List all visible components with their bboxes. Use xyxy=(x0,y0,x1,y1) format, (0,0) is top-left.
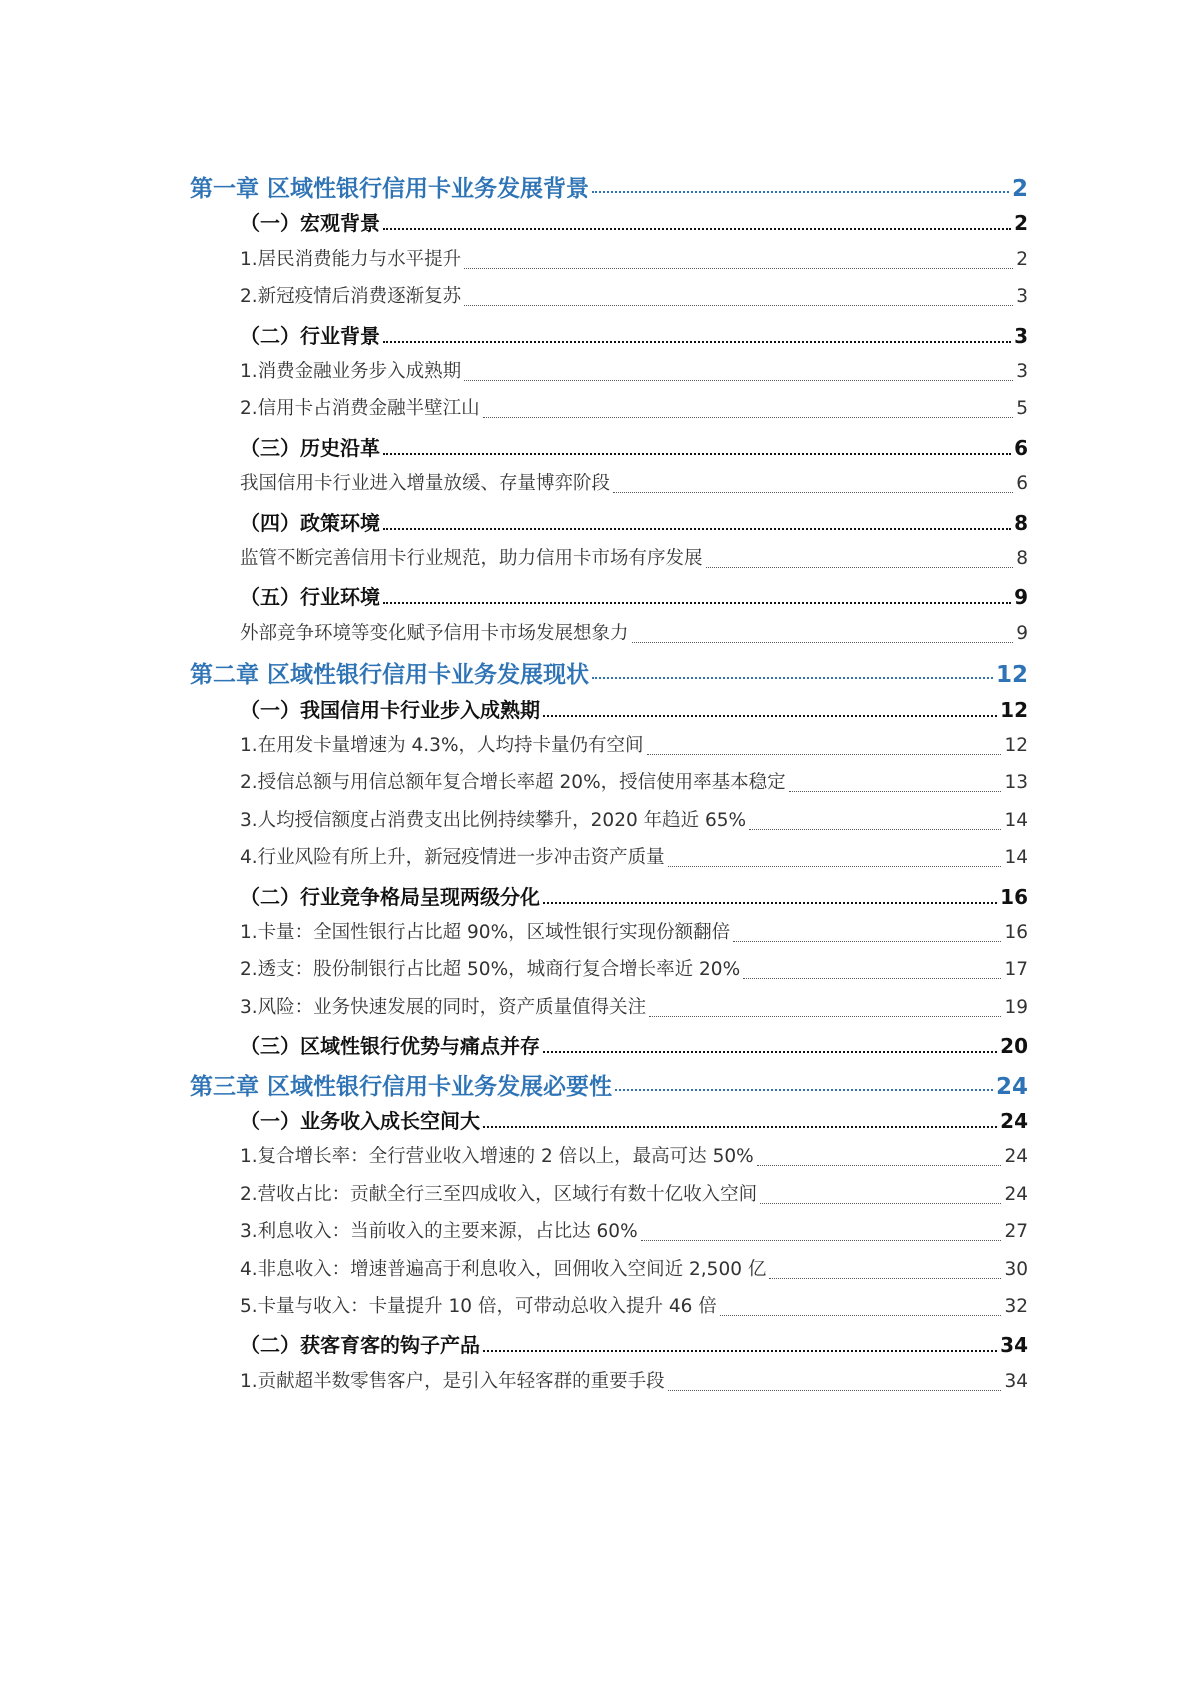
toc-section-entry[interactable] xyxy=(240,207,1028,237)
toc-item-entry[interactable] xyxy=(240,1217,1028,1247)
toc-entry-title: （二）获客育客的钩子产品 xyxy=(240,1333,480,1358)
dot-leader xyxy=(668,843,1002,873)
toc-page-number: 24 xyxy=(1004,1146,1028,1168)
toc-entry-title: 2.营收占比：贡献全行三至四成收入，区域行有数十亿收入空间 xyxy=(240,1183,758,1205)
dot-leader xyxy=(464,357,1013,387)
toc-page-number: 13 xyxy=(1004,772,1028,794)
toc-entry-title: 监管不断完善信用卡行业规范，助力信用卡市场有序发展 xyxy=(240,548,703,569)
toc-entry-title: （一）我国信用卡行业步入成熟期 xyxy=(240,697,540,722)
toc-page-number: 14 xyxy=(1004,809,1028,831)
dot-leader xyxy=(483,1329,997,1359)
toc-item-entry[interactable] xyxy=(240,619,1028,649)
dot-leader xyxy=(383,432,1011,462)
toc-page-number: 2 xyxy=(1016,248,1028,270)
toc-page-number: 16 xyxy=(1000,884,1028,909)
toc-entry-title: 我国信用卡行业进入增量放缓、存量博弈阶段 xyxy=(240,473,611,495)
toc-page-number: 8 xyxy=(1016,548,1028,569)
dot-leader xyxy=(760,1180,1001,1210)
toc-entry-title: （五）行业环境 xyxy=(240,585,380,610)
toc-entry-title: 4.行业风险有所上升，新冠疫情进一步冲击资产质量 xyxy=(240,847,665,869)
toc-page-number: 2 xyxy=(1014,211,1028,236)
toc-item-entry[interactable] xyxy=(240,731,1028,761)
toc-section-entry[interactable] xyxy=(240,432,1028,462)
toc-chapter-entry[interactable] xyxy=(190,170,1028,200)
toc-entry-title: 3.风险：业务快速发展的同时，资产质量值得关注 xyxy=(240,996,647,1018)
toc-page-number: 19 xyxy=(1004,996,1028,1018)
toc-page-number: 30 xyxy=(1004,1258,1028,1280)
toc-section-entry[interactable] xyxy=(240,507,1028,537)
toc-entry-title: 2.新冠疫情后消费逐渐复苏 xyxy=(240,286,462,308)
dot-leader xyxy=(749,806,1001,836)
dot-leader xyxy=(641,1217,1002,1247)
dot-leader xyxy=(592,656,993,686)
dot-leader xyxy=(668,1367,1002,1397)
toc-page-number: 12 xyxy=(1004,735,1028,756)
toc-item-entry[interactable] xyxy=(240,282,1028,312)
toc-section-entry[interactable] xyxy=(240,581,1028,611)
toc-item-entry[interactable] xyxy=(240,918,1028,948)
toc-page-number: 17 xyxy=(1004,959,1028,981)
toc-entry-title: （二）行业竞争格局呈现两级分化 xyxy=(240,884,540,909)
toc-section-entry[interactable] xyxy=(240,694,1028,724)
toc-entry-title: 3.利息收入：当前收入的主要来源，占比达 60% xyxy=(240,1221,638,1243)
toc-page-number: 12 xyxy=(995,662,1028,689)
toc-section-entry[interactable] xyxy=(240,1329,1028,1359)
toc-entry-title: 1.消费金融业务步入成熟期 xyxy=(240,361,462,382)
toc-page-number: 3 xyxy=(1014,323,1028,348)
toc-entry-title: （四）政策环境 xyxy=(240,510,380,535)
toc-item-entry[interactable] xyxy=(240,1255,1028,1285)
toc-item-entry[interactable] xyxy=(240,394,1028,424)
dot-leader xyxy=(733,918,1001,948)
toc-page-number: 27 xyxy=(1004,1221,1028,1243)
toc-entry-title: 1.贡献超半数零售客户，是引入年轻客群的重要手段 xyxy=(240,1370,665,1392)
toc-entry-title: 2.透支：股份制银行占比超 50%，城商行复合增长率近 20% xyxy=(240,959,741,981)
toc-item-entry[interactable] xyxy=(240,993,1028,1023)
toc-item-entry[interactable] xyxy=(240,357,1028,387)
toc-page-number: 9 xyxy=(1016,622,1028,644)
dot-leader xyxy=(464,245,1013,275)
toc-page-number: 20 xyxy=(1000,1034,1028,1059)
dot-leader xyxy=(615,1068,993,1098)
toc-page-number: 2 xyxy=(1011,176,1028,202)
toc-entry-title: 第三章 区域性银行信用卡业务发展必要性 xyxy=(190,1073,613,1100)
toc-entry-title: 第二章 区域性银行信用卡业务发展现状 xyxy=(190,662,590,689)
toc-page-number: 24 xyxy=(995,1073,1028,1100)
dot-leader xyxy=(464,282,1013,312)
dot-leader xyxy=(543,1030,997,1060)
dot-leader xyxy=(757,1142,1002,1172)
toc-entry-title: 4.非息收入：增速普遍高于利息收入，回佣收入空间近 2,500 亿 xyxy=(240,1258,767,1280)
toc-page-number: 12 xyxy=(1000,697,1028,722)
toc-entry-title: 3.人均授信额度占消费支出比例持续攀升，2020 年趋近 65% xyxy=(240,809,747,831)
toc-section-entry[interactable] xyxy=(240,881,1028,911)
toc-entry-title: （一）业务收入成长空间大 xyxy=(240,1109,480,1133)
toc-section-entry[interactable] xyxy=(240,1105,1028,1135)
toc-page-number: 5 xyxy=(1016,398,1028,420)
toc-item-entry[interactable] xyxy=(240,1142,1028,1172)
toc-chapter-entry[interactable] xyxy=(190,656,1028,689)
toc-item-entry[interactable] xyxy=(240,1292,1028,1322)
toc-entry-title: （三）区域性银行优势与痛点并存 xyxy=(240,1034,540,1059)
toc-entry-title: （三）历史沿革 xyxy=(240,435,380,460)
toc-entry-title: （一）宏观背景 xyxy=(240,211,380,236)
dot-leader xyxy=(769,1255,1001,1285)
dot-leader xyxy=(483,394,1014,424)
dot-leader xyxy=(383,320,1011,350)
toc-page-number: 6 xyxy=(1016,473,1028,495)
toc-item-entry[interactable] xyxy=(240,768,1028,798)
toc-item-entry[interactable] xyxy=(240,1367,1028,1397)
toc-page-number: 3 xyxy=(1016,361,1028,382)
dot-leader xyxy=(543,881,997,911)
toc-entry-title: 5.卡量与收入：卡量提升 10 倍，可带动总收入提升 46 倍 xyxy=(240,1296,717,1317)
toc-page-number: 14 xyxy=(1004,847,1028,869)
toc-section-entry[interactable] xyxy=(240,1030,1028,1060)
toc-item-entry[interactable] xyxy=(240,843,1028,873)
toc-page-number: 32 xyxy=(1004,1296,1028,1317)
toc-page-number: 34 xyxy=(1000,1333,1028,1358)
dot-leader xyxy=(789,768,1002,798)
dot-leader xyxy=(383,581,1011,611)
dot-leader xyxy=(647,731,1002,761)
toc-entry-title: 2.信用卡占消费金融半壁江山 xyxy=(240,398,480,420)
toc-item-entry[interactable] xyxy=(240,955,1028,985)
dot-leader xyxy=(483,1105,997,1135)
toc-page-number: 24 xyxy=(1000,1109,1028,1133)
toc-item-entry[interactable] xyxy=(240,469,1028,499)
toc-page-number: 9 xyxy=(1014,585,1028,610)
toc-page-number: 8 xyxy=(1014,510,1028,535)
toc-chapter-entry[interactable] xyxy=(190,1068,1028,1098)
dot-leader xyxy=(720,1292,1002,1322)
dot-leader xyxy=(632,619,1014,649)
dot-leader xyxy=(649,993,1001,1023)
dot-leader xyxy=(706,544,1014,574)
toc-page-number: 6 xyxy=(1014,435,1028,460)
toc-entry-title: 1.卡量：全国性银行占比超 90%，区域性银行实现份额翻倍 xyxy=(240,922,731,943)
toc-entry-title: 1.居民消费能力与水平提升 xyxy=(240,248,462,270)
dot-leader xyxy=(383,207,1011,237)
toc-entry-title: 1.复合增长率：全行营业收入增速的 2 倍以上，最高可达 50% xyxy=(240,1146,754,1168)
toc-item-entry[interactable] xyxy=(240,245,1028,275)
dot-leader xyxy=(613,469,1013,499)
toc-section-entry[interactable] xyxy=(240,320,1028,350)
toc-entry-title: 2.授信总额与用信总额年复合增长率超 20%，授信使用率基本稳定 xyxy=(240,772,786,794)
toc-page-number: 34 xyxy=(1004,1370,1028,1392)
toc-item-entry[interactable] xyxy=(240,806,1028,836)
dot-leader xyxy=(383,507,1011,537)
toc-entry-title: 外部竞争环境等变化赋予信用卡市场发展想象力 xyxy=(240,622,629,644)
dot-leader xyxy=(543,694,997,724)
toc-entry-title: （二）行业背景 xyxy=(240,323,380,348)
dot-leader xyxy=(743,955,1001,985)
toc-page-number: 3 xyxy=(1016,286,1028,308)
dot-leader xyxy=(592,170,1009,200)
toc-item-entry[interactable] xyxy=(240,1180,1028,1210)
toc-entry-title: 第一章 区域性银行信用卡业务发展背景 xyxy=(190,176,590,202)
toc-page-number: 24 xyxy=(1004,1183,1028,1205)
toc-page-number: 16 xyxy=(1004,922,1028,943)
toc-item-entry[interactable] xyxy=(240,544,1028,574)
toc-entry-title: 1.在用发卡量增速为 4.3%，人均持卡量仍有空间 xyxy=(240,735,644,756)
